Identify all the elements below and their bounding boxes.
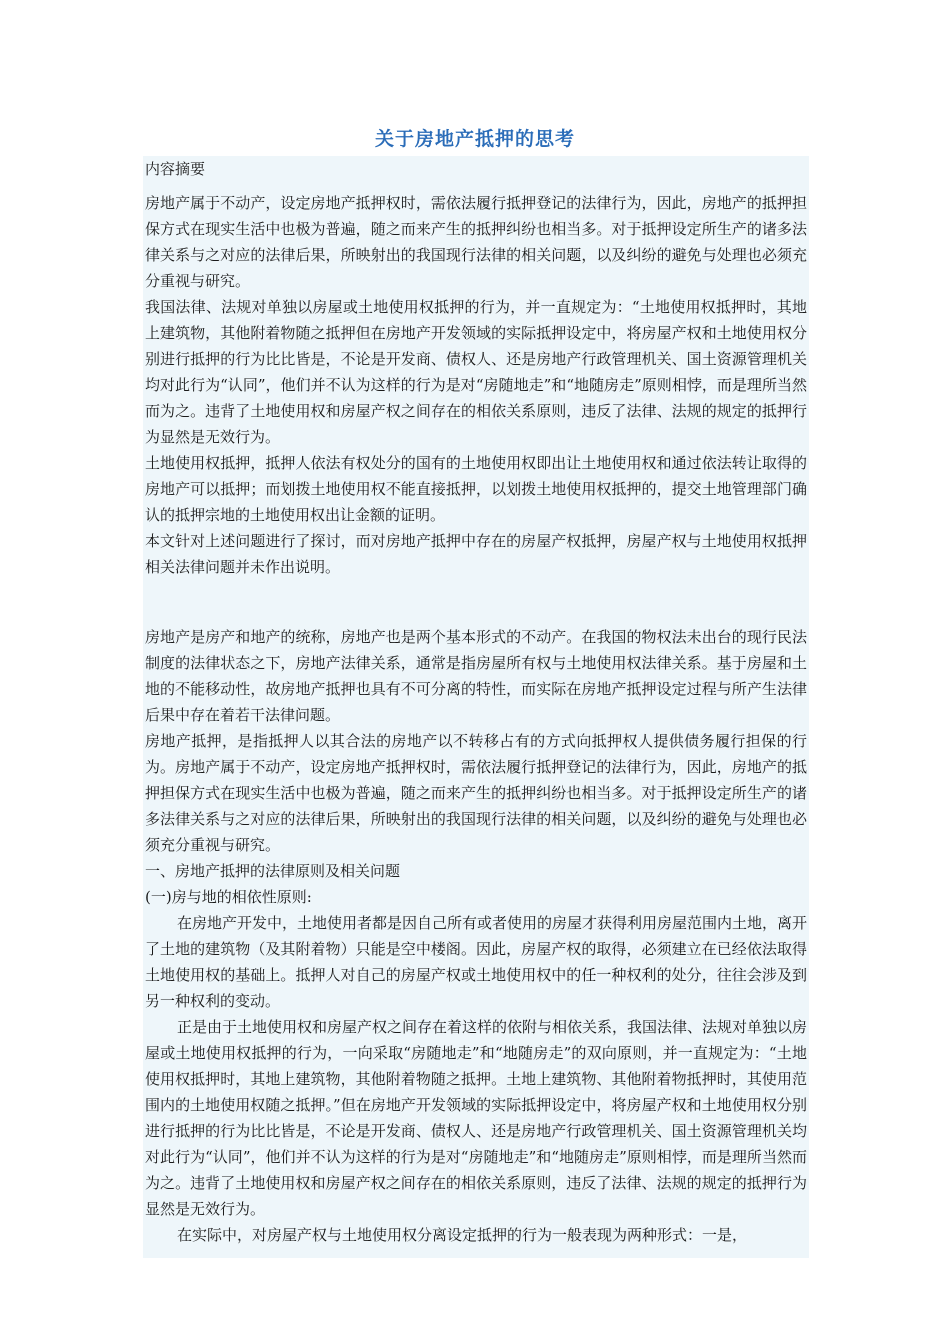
- abstract-paragraph: 本文针对上述问题进行了探讨，而对房地产抵押中存在的房屋产权抵押，房屋产权与土地使用权抵押相关法律问题并未作出说明。: [145, 532, 807, 576]
- document-content: [143, 156, 809, 1258]
- abstract-paragraph: 我国法律、法规对单独以房屋或土地使用权抵押的行为，并一直规定为：“土地使用权抵押时，其地上建筑物，其他附着物随之抵押但在房地产开发领域的实际抵押设定中，将房屋产权和土地使用权分别进行抵押的行为比比皆是，不论是开发商、债权人、还是房地产行政管理机关、国土资源管理机关均对此行为“认同”，他们并不认为这样的行为是对“房随地走”和“地随房走”原则相悖，而是理所当然而为之。违背了土地使用权和房屋产权之间存在的相依关系原则，违反了法律、法规的规定的抵押行为显然是无效行为。: [145, 298, 807, 446]
- abstract-heading: 内容摘要: [145, 160, 206, 178]
- section-heading: 一、房地产抵押的法律原则及相关问题: [145, 862, 401, 880]
- document-title: 关于房地产抵押的思考: [374, 128, 575, 150]
- abstract-paragraph: 房地产属于不动产，设定房地产抵押权时，需依法履行抵押登记的法律行为，因此，房地产的抵押担保方式在现实生活中也极为普遍，随之而来产生的抵押纠纷也相当多。对于抵押设定所生产的诸多法律关系与之对应的法律后果，所映射出的我国现行法律的相关问题，以及纠纷的避免与处理也必须充分重视与研究。: [145, 194, 807, 290]
- section-paragraph: 在房地产开发中，土地使用者都是因自己所有或者使用的房屋才获得利用房屋范围内土地，离开了土地的建筑物（及其附着物）只能是空中楼阁。因此，房屋产权的取得，必须建立在已经依法取得土地使用权的基础上。抵押人对自己的房屋产权或土地使用权中的任一种权利的处分，往往会涉及到另一种权利的变动。: [145, 914, 808, 1010]
- spacer: [143, 580, 809, 624]
- spacer: [143, 182, 809, 190]
- section-paragraph: 在实际中，对房屋产权与土地使用权分离设定抵押的行为一般表现为两种形式：一是，: [177, 1226, 748, 1244]
- body-paragraph: 房地产是房产和地产的统称，房地产也是两个基本形式的不动产。在我国的物权法未出台的现行民法制度的法律状态之下，房地产法律关系，通常是指房屋所有权与土地使用权法律关系。基于房屋和土地的不能移动性，故房地产抵押也具有不可分离的特性，而实际在房地产抵押设定过程与所产生法律后果中存在着若干法律问题。: [145, 628, 807, 724]
- body-paragraph: 房地产抵押，是指抵押人以其合法的房地产以不转移占有的方式向抵押权人提供债务履行担保的行为。房地产属于不动产，设定房地产抵押权时，需依法履行抵押登记的法律行为，因此，房地产的抵押担保方式在现实生活中也极为普遍，随之而来产生的抵押纠纷也相当多。对于抵押设定所生产的诸多法律关系与之对应的法律后果，所映射出的我国现行法律的相关问题，以及纠纷的避免与处理也必须充分重视与研究。: [145, 732, 807, 854]
- section-paragraph: 正是由于土地使用权和房屋产权之间存在着这样的依附与相依关系，我国法律、法规对单独以房屋或土地使用权抵押的行为，一向采取“房随地走”和“地随房走”的双向原则，并一直规定为：“土地使用权抵押时，其地上建筑物，其他附着物随之抵押。土地上建筑物、其他附着物抵押时，其使用范围内的土地使用权随之抵押。”但在房地产开发领域的实际抵押设定中，将房屋产权和土地使用权分别进行抵押的行为比比皆是，不论是开发商、债权人、还是房地产行政管理机关、国土资源管理机关均对此行为“认同”，他们并不认为这样的行为是对“房随地走”和“地随房走”原则相悖，而是理所当然而为之。违背了土地使用权和房屋产权之间存在的相依关系原则，违反了法律、法规的规定的抵押行为显然是无效行为。: [145, 1018, 808, 1218]
- abstract-paragraph: 土地使用权抵押，抵押人依法有权处分的国有的土地使用权即出让土地使用权和通过依法转让取得的房地产可以抵押；而划拨土地使用权不能直接抵押，以划拨土地使用权抵押的，提交土地管理部门确认的抵押宗地的土地使用权出让金额的证明。: [145, 454, 807, 524]
- subsection-heading: (一)房与地的相依性原则:: [145, 888, 312, 906]
